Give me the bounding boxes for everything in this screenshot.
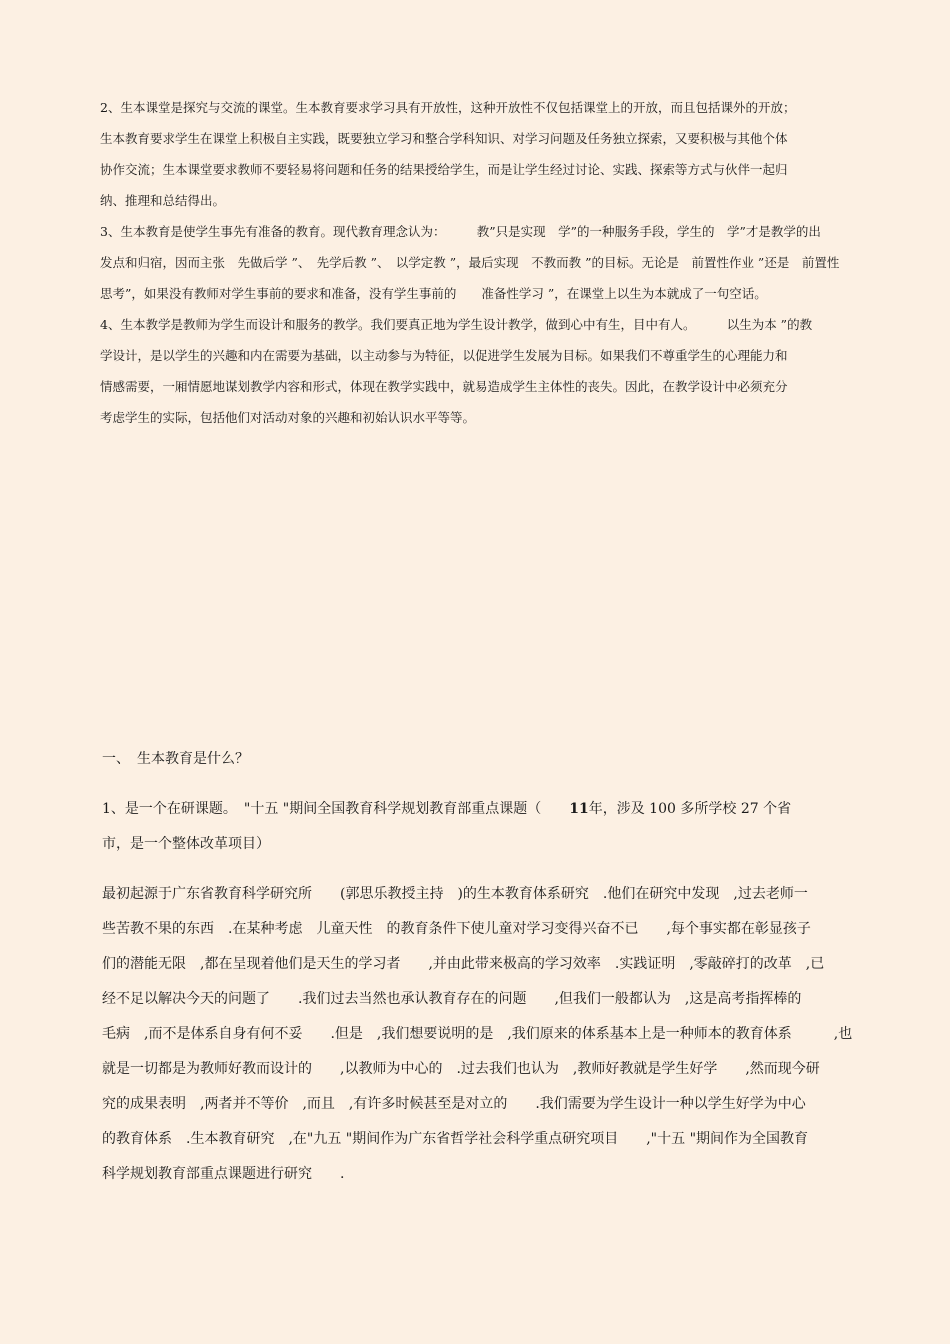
text-line: 情感需要，一厢情愿地谋划教学内容和形式，体现在教学实践中，就易造成学生主体性的丧失。因此，在教学设计中必须充分 xyxy=(100,379,788,394)
section-principles xyxy=(100,92,860,433)
item1-line2: 市，是一个整体改革项目） xyxy=(102,836,270,852)
paragraph-line: 就是一切都是为教师好教而设计的 ,以教师为中心的 .过去我们也认为 ,教师好教就是学生好学 ,然而现今研 xyxy=(102,1061,820,1077)
item1-text: 年，涉及 xyxy=(588,801,645,817)
item1-text: 多所学校 xyxy=(680,801,737,817)
text-line: 考虑学生的实际，包括他们对活动对象的兴趣和初始认识水平等等。 xyxy=(100,410,476,425)
section-what-is xyxy=(102,742,862,1192)
paragraph-line: 最初起源于广东省教育科学研究所 (郭思乐教授主持 )的生本教育体系研究 .他们在研究中发现 ,过去老师一 xyxy=(102,886,808,902)
paragraph-line: 些苦教不果的东西 .在某种考虑 儿童天性 的教育条件下使儿童对学习变得兴奋不已 ,每个事实都在彰显孩子 xyxy=(102,921,811,937)
years-value: 11 xyxy=(569,801,589,817)
provinces-value: 27 xyxy=(740,801,759,817)
text-line: 4、生本教学是教师为学生而设计和服务的教学。我们要真正地为学生设计教学，做到心中有生，目中有人。 以生为本 ”的教 xyxy=(100,317,813,332)
text-line: 生本教育要求学生在课堂上积极自主实践，既要独立学习和整合学科知识、对学习问题及任务独立探索，又要积极与其他个体 xyxy=(100,131,788,146)
schools-value: 100 xyxy=(649,801,676,817)
paragraph-line: 的教育体系 .生本教育研究 ,在"九五 "期间作为广东省哲学社会科学重点研究项目 ,"十五 "期间作为全国教育 xyxy=(102,1131,809,1147)
paragraph-line: 科学规划教育部重点课题进行研究 . xyxy=(102,1166,345,1182)
text-line: 3、生本教育是使学生事先有准备的教育。现代教育理念认为： 教”只是实现 学”的一种服务手段，学生的 学”才是教学的出 xyxy=(100,224,821,239)
paragraph-line: 们的潜能无限 ,都在呈现着他们是天生的学习者 ,并由此带来极高的学习效率 .实践证明 ,零敲碎打的改革 ,已 xyxy=(102,956,825,972)
paragraph-line: 毛病 ,而不是体系自身有何不妥 .但是 ,我们想要说明的是 ,我们原来的体系基本上是一种师本的教育体系 ,也 xyxy=(102,1026,853,1042)
text-line: 2、生本课堂是探究与交流的课堂。生本教育要求学习具有开放性，这种开放性不仅包括课堂上的开放，而且包括课外的开放； xyxy=(100,100,796,115)
paragraph-line: 究的成果表明 ,两者并不等价 ,而且 ,有许多时候甚至是对立的 .我们需要为学生设计一种以学生好学为中心 xyxy=(102,1096,806,1112)
section-heading: 一、 生本教育是什么？ xyxy=(102,751,249,767)
item1-text: 1、是一个在研课题。 "十五 "期间全国教育科学规划教育部重点课题（ xyxy=(102,801,570,817)
item1-line1 xyxy=(102,792,862,827)
item1-text: 个省 xyxy=(763,801,792,817)
text-line: 学设计，是以学生的兴趣和内在需要为基础，以主动参与为特征，以促进学生发展为目标。如果我们不尊重学生的心理能力和 xyxy=(100,348,788,363)
text-line: 发点和归宿，因而主张 先做后学 ”、 先学后教 ”、 以学定教 ”，最后实现 不教而教 ”的目标。无论是 前置性作业 ”还是 前置性 xyxy=(100,255,840,270)
text-line: 协作交流；生本课堂要求教师不要轻易将问题和任务的结果授给学生，而是让学生经过讨论、实践、探索等方式与伙伴一起归 xyxy=(100,162,788,177)
paragraph-line: 经不足以解决今天的问题了 .我们过去当然也承认教育存在的问题 ,但我们一般都认为 ,这是高考指挥棒的 xyxy=(102,991,802,1007)
text-line: 纳、推理和总结得出。 xyxy=(100,193,226,208)
text-line: 思考”，如果没有教师对学生事前的要求和准备，没有学生事前的 准备性学习 ”，在课堂上以生为本就成了一句空话。 xyxy=(100,286,767,301)
